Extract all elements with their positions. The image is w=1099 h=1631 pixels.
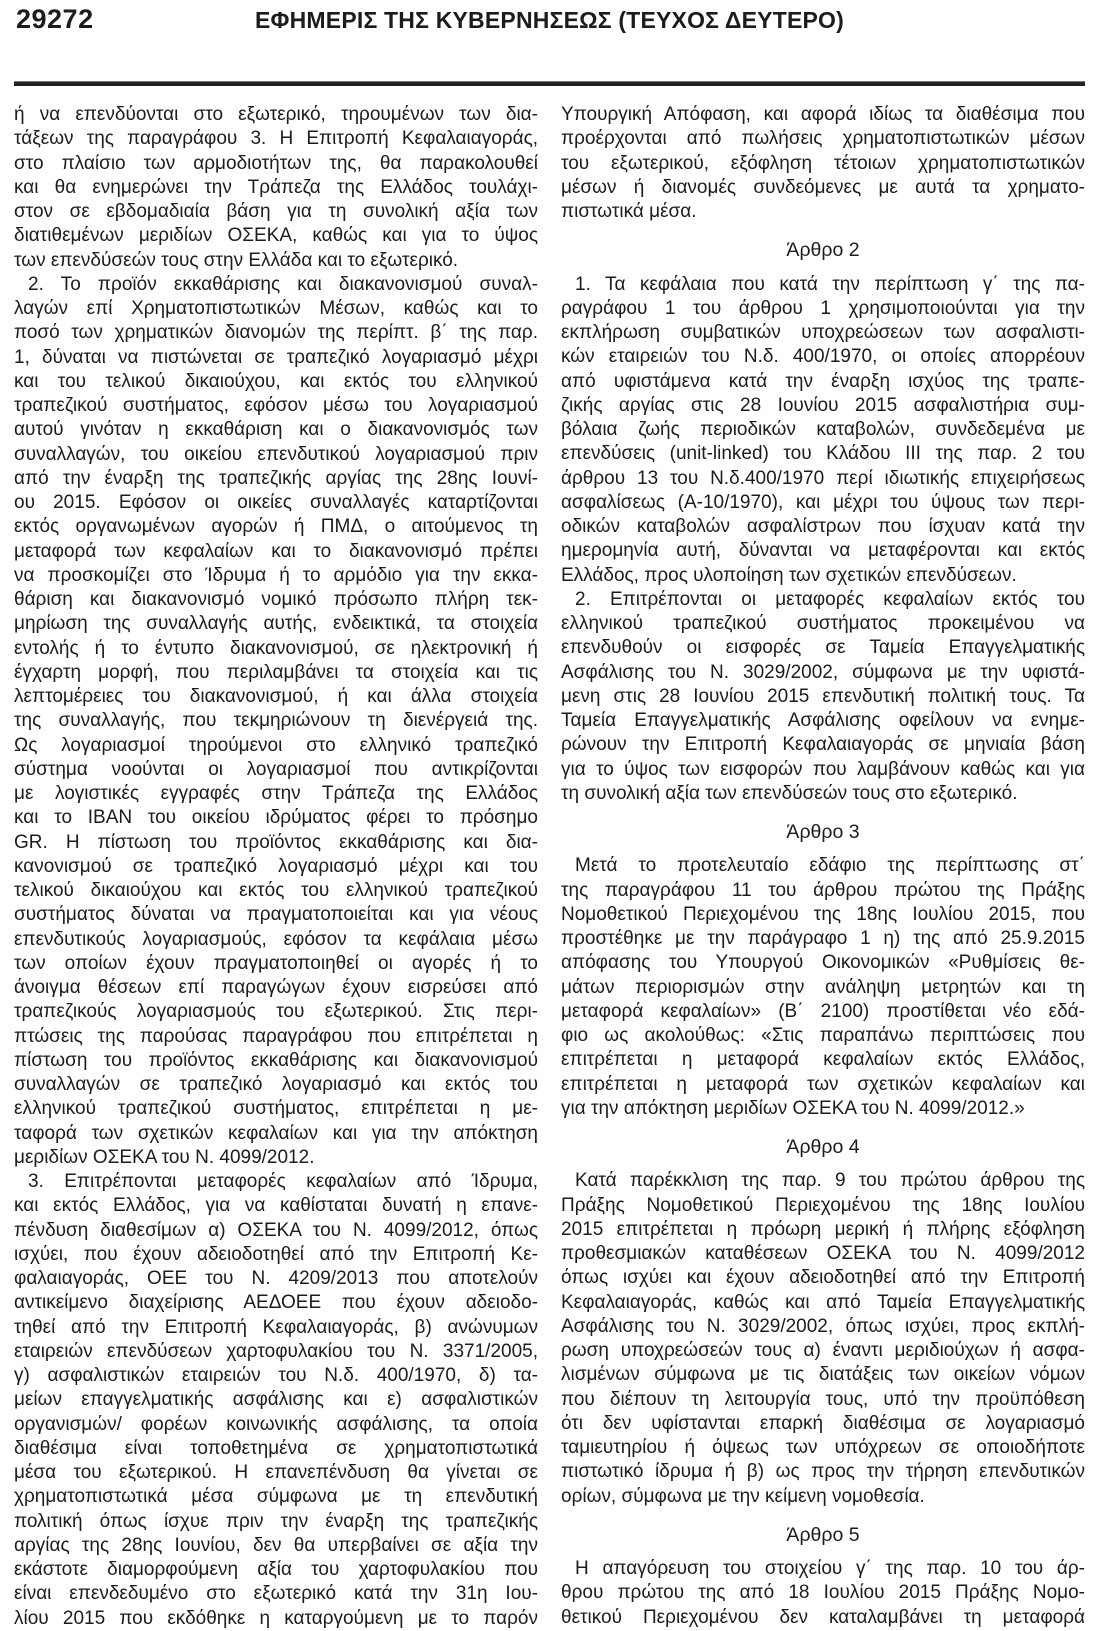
text-line: προθεσμιακών καταθέσεων ΟΣΕΚΑ του Ν. 4099/2012 <box>561 1243 1085 1264</box>
article-heading: Άρθρο 2 <box>786 239 860 262</box>
text-line: τηθεί από την Επιτροπή Κεφαλαιαγοράς, β) ανώνυμων <box>14 1316 538 1338</box>
text-line: λαγών επί Χρηματοπιστωτικών Μέσων, καθώς και το <box>14 298 538 319</box>
text-line: 1. Τα κεφάλαια που κατά την περίπτωση γ΄ της πα- <box>575 273 1085 295</box>
paragraph <box>14 1170 538 1631</box>
text-line: των οποίων έχουν πραγματοποιηθεί οι αγορές ή το <box>14 952 538 974</box>
text-line: και εκτός Ελλάδος, για να καθίσταται δυνατή η επανε- <box>14 1195 538 1217</box>
paragraph <box>561 854 1085 1121</box>
text-line: πολιτική όπως ίσχυε πριν την έναρξη της τραπεζικής <box>14 1510 538 1532</box>
text-line: ελληνικού τραπεζικού συστήματος, επιτρέπεται η με- <box>14 1098 538 1120</box>
text-line: Η απαγόρευση του στοιχείου γ΄ της παρ. 10 του άρ- <box>575 1558 1085 1579</box>
text-line: Ως λογαριασμοί τηρούμενοι στο ελληνικό τραπεζικό <box>14 734 538 756</box>
text-line: διατιθεμένων μεριδίων ΟΣΕΚΑ, καθώς και για το ύψος <box>14 225 538 247</box>
text-line: ελληνικού τραπεζικού συστήματος προκειμένου να <box>561 613 1085 634</box>
text-line: πιστωτικό ίδρυμα ή β) ως προς την τήρηση επενδυτικών <box>561 1461 1085 1483</box>
text-line: προστέθηκε με την παράγραφο 1 η) της από 25.9.2015 <box>561 928 1085 949</box>
page-title: ΕΦΗΜΕΡΙΣ ΤΗΣ ΚΥΒΕΡΝΗΣΕΩΣ (ΤΕΥΧΟΣ ΔΕΥΤΕΡΟ) <box>255 7 844 33</box>
text-line: ρώνουν την Επιτροπή Κεφαλαιαγοράς σε μηνιαία βάση <box>561 734 1085 756</box>
text-line: πιστωτικά μέσα. <box>561 201 697 222</box>
text-line: πίστωση του προϊόντος εκκαθάρισης και διακανονισμού <box>14 1049 538 1071</box>
text-line: Ελλάδος, προς υλοποίηση των σχετικών επενδύσεων. <box>561 564 1017 586</box>
text-line: θετικού Περιεχομένου δεν καταλαμβάνει τη μεταφορά <box>561 1606 1085 1628</box>
text-line: Ασφάλισης του Ν. 3029/2002, σύμφωνα με την υφιστά- <box>561 661 1085 683</box>
text-line: να προσκομίζει στο Ίδρυμα ή το αρμόδιο για την εκκα- <box>14 564 538 586</box>
text-line: της συναλλαγής, που τεκμηριώνουν τη διενέργειά της. <box>14 710 538 732</box>
text-line: Νομοθετικού Περιεχομένου της 18ης Ιουλίου 2015, που <box>561 903 1085 925</box>
text-line: των επενδύσεών τους στην Ελλάδα και το εξωτερικό. <box>14 249 459 271</box>
text-line: όπως ισχύει και έχουν αδειοδοτηθεί από την Επιτροπή <box>561 1267 1085 1289</box>
text-line: τάξεων της παραγράφου 3. Η Επιτροπή Κεφαλαιαγοράς, <box>14 128 538 150</box>
text-line: τραπεζικούς λογαριασμούς του εξωτερικού. Στις περι- <box>14 1001 538 1023</box>
text-line: τη συνολική αξία των επενδύσεών τους στο εξωτερικό. <box>561 782 1018 804</box>
text-line: επιτρέπεται η μεταφορά των σχετικών κεφαλαίων και <box>561 1073 1085 1095</box>
text-line: μέσα του εξωτερικού. Η επανεπένδυση θα γίνεται σε <box>14 1462 538 1483</box>
text-line: ημερομηνία αυτή, δύνανται να μεταφέρονται και εκτός <box>561 540 1085 562</box>
column-left <box>14 103 538 1631</box>
text-line: μείων επαγγελματικής ασφάλισης και ε) ασφαλιστικών <box>14 1389 538 1411</box>
text-line: φιο ως ακολούθως: «Στις παραπάνω περιπτώσεις που <box>561 1025 1085 1046</box>
page-header <box>0 0 1099 40</box>
paragraph <box>561 1169 1085 1509</box>
text-line: ρωση υποχρεώσεών τους α) έναντι μεριδιούχων ή ασφα- <box>561 1340 1085 1361</box>
text-line: θάριση και διακανονισμό νομικό πρόσωπο πλήρη τεκ- <box>14 589 538 610</box>
page-number: 29272 <box>16 4 94 34</box>
text-line: τελικού δικαιούχου και εκτός του ελληνικού τραπεζικού <box>14 880 538 901</box>
text-line: λίου 2015 που εκδόθηκε η καταργούμενη με το παρόν <box>14 1607 538 1629</box>
text-line: βόλαια ζωής περιοδικών καταβολών, συνδεδεμένα με <box>561 419 1085 440</box>
text-line: στο πλαίσιο των αρμοδιοτήτων της, θα παρακολουθεί <box>14 152 538 174</box>
text-line: εκάστοτε διαμορφούμενη αξία του χαρτοφυλακίου που <box>14 1559 538 1580</box>
text-line: Πράξης Νομοθετικού Περιεχομένου της 18ης Ιουλίου <box>561 1194 1085 1216</box>
text-line: μεριδίων ΟΣΕΚΑ του Ν. 4099/2012. <box>14 1146 315 1168</box>
text-line: ζικής αργίας στις 28 Ιουνίου 2015 ασφαλιστήρια συμ- <box>561 394 1085 416</box>
text-line: και το IBAN του οικείου ιδρύματος φέρει το πρόσημο <box>14 807 538 829</box>
text-line: ραγράφου 1 του άρθρου 1 χρησιμοποιούνται για την <box>561 297 1085 319</box>
article-heading: Άρθρο 4 <box>786 1136 860 1158</box>
text-line: εντολής ή το έντυπο διακανονισμού, σε ηλεκτρονική ή <box>14 637 538 659</box>
article-heading: Άρθρο 3 <box>786 821 860 843</box>
text-line: έγχαρτη μορφή, που περιλαμβάνει τα στοιχεία και τις <box>14 661 538 683</box>
text-line: εκπλήρωση συμβατικών υποχρεώσεων των ασφαλιστι- <box>561 322 1085 343</box>
text-line: θρου πρώτου της από 18 Ιουλίου 2015 Πράξης Νομο- <box>561 1582 1085 1604</box>
text-line: φαλαιαγοράς, ΟΕΕ του Ν. 4209/2013 που αποτελούν <box>14 1268 538 1289</box>
text-line: απόφασης του Υπουργού Οικονομικών «Ρυθμίσεις θε- <box>561 952 1085 974</box>
column-right <box>561 103 1085 1631</box>
text-columns <box>0 86 1099 1631</box>
text-line: GR. Η πίστωση του προϊόντος εκκαθάρισης και δια- <box>14 831 538 853</box>
text-line: προέρχονται από πωλήσεις χρηματοπιστωτικών μέσων <box>561 128 1085 150</box>
article-heading: Άρθρο 5 <box>786 1523 860 1546</box>
text-line: λεπτομέρειες του διακανονισμού, ή και άλλα στοιχεία <box>14 686 538 707</box>
paragraph <box>14 103 538 273</box>
text-line: αυτού γινόταν η εκκαθάριση και ο διακανονισμός των <box>14 419 538 441</box>
text-line: εταιρειών επενδύσεων χαρτοφυλακίου του Ν. 3371/2005, <box>14 1340 538 1362</box>
text-line: τραπεζικού συστήματος, εφόσον μέσω του λογαριασμού <box>14 395 538 416</box>
paragraph <box>561 1557 1085 1630</box>
text-line: Κατά παρέκκλιση της παρ. 9 του πρώτου άρθρου της <box>575 1170 1085 1192</box>
text-line: ισχύει, που έχουν αδειοδοτηθεί από την Επιτροπή Κε- <box>14 1243 538 1265</box>
text-line: ταμιευτηρίου ή όψεως των υπόχρεων σε οποιοδήποτε <box>561 1437 1085 1458</box>
text-line: οργανισμών/ φορέων κοινωνικής ασφάλισης, τα οποία <box>14 1413 538 1435</box>
text-line: πένδυση διαθεσίμων α) ΟΣΕΚΑ του Ν. 4099/2012, όπως <box>14 1219 538 1241</box>
text-line: 1, δύναται να πιστώνεται σε τραπεζικό λογαριασμό μέχρι <box>14 346 538 368</box>
text-line: μεταφορά κεφαλαίων» (Β΄ 2100) προστίθεται νέο εδά- <box>561 1000 1085 1022</box>
text-line: κών εταιρειών του Ν.δ. 400/1970, οι οποίες απορρέουν <box>561 346 1085 368</box>
text-line: συστήματος δύναται να πραγματοποιείται και για νέους <box>14 904 538 926</box>
paragraph <box>561 103 1085 224</box>
text-line: και θα ενημερώνει την Τράπεζα της Ελλάδος τουλάχι- <box>14 176 538 198</box>
text-line: Ταμεία Επαγγελματικής Ασφάλισης οφείλουν να ενημε- <box>561 710 1085 731</box>
text-line: γ) ασφαλιστικών εταιρειών του Ν.δ. 400/1970, δ) τα- <box>14 1365 538 1386</box>
text-line: στον σε εβδομαδιαία βάση για τη συνολική αξία των <box>14 201 538 222</box>
text-line: από την έναρξη της τραπεζικής αργίας της 28ης Ιουνί- <box>14 467 538 489</box>
text-line: 3. Επιτρέπονται μεταφορές κεφαλαίων από Ίδρυμα, <box>28 1171 538 1192</box>
text-line: Μετά το προτελευταίο εδάφιο της περίπτωσης στ΄ <box>575 855 1085 877</box>
text-line: και του τελικού δικαιούχου, και εκτός του ελληνικού <box>14 370 538 392</box>
text-line: οδικών καταβολών ασφαλίστρων που ίσχυαν κατά την <box>561 516 1085 537</box>
paragraph <box>14 273 538 1170</box>
text-line: ταφορά των σχετικών κεφαλαίων και για την απόκτηση <box>14 1122 538 1144</box>
text-line: χρηματοπιστωτικά μέσα σύμφωνα με τη επενδυτική <box>14 1486 538 1508</box>
text-line: επιτρέπεται η μεταφορά κεφαλαίων εκτός Ελλάδος, <box>561 1049 1085 1071</box>
text-line: πτώσεις της παρούσας παραγράφου που επιτρέπεται η <box>14 1025 538 1047</box>
paragraph <box>561 273 1085 588</box>
text-line: μάτων περιορισμών στην ανάληψη μετρητών και τη <box>561 976 1085 998</box>
text-line: μεταφορά των κεφαλαίων και το διακανονισμό πρέπει <box>14 540 538 562</box>
text-line: επενδυθούν οι εισφορές σε Ταμεία Επαγγελματικής <box>561 637 1085 659</box>
text-line: αργίας της 28ης Ιουνίου, δεν θα υπερβαίνει σε αξία την <box>14 1534 538 1556</box>
text-line: ορίων, σύμφωνα με την κείμενη νομοθεσία. <box>561 1485 925 1507</box>
text-line: του εξωτερικού, εξόφληση τέτοιων χρηματοπιστωτικών <box>561 152 1085 174</box>
text-line: είναι επενδεδυμένο στο εξωτερικό κατά την 31η Ιου- <box>14 1583 538 1605</box>
text-line: 2015 επιτρέπεται η πρόωρη μερική ή πλήρης εξόφληση <box>561 1218 1085 1240</box>
text-line: 2. Επιτρέπονται οι μεταφορές κεφαλαίων εκτός του <box>575 588 1085 610</box>
text-line: με λογιστικές εγγραφές στην Τράπεζα της Ελλάδος <box>14 783 538 804</box>
text-line: αντικείμενο διαχείρισης ΑΕΔΟΕΕ που έχουν αδειοδο- <box>14 1292 538 1314</box>
text-line: διαθέσιμα είναι τοποθετημένα σε χρηματοπιστωτικά <box>14 1437 538 1459</box>
text-line: ασφαλίσεως (Α-10/1970), και μέχρι του ύψους των περι- <box>561 491 1085 513</box>
text-line: ή να επενδύονται στο εξωτερικό, τηρουμένων των δια- <box>14 104 538 125</box>
text-line: Κεφαλαιαγοράς, καθώς και από Ταμεία Επαγγελματικής <box>561 1291 1085 1313</box>
text-line: άνοιγμα θέσεων επί παραγώγων έχουν εισρεύσει από <box>14 977 538 998</box>
text-line: μηρίωση της συναλλαγής αυτής, ενδεικτικά, τα στοιχεία <box>14 613 538 635</box>
text-line: για την απόκτηση μεριδίων ΟΣΕΚΑ του Ν. 4099/2012.» <box>561 1097 1025 1119</box>
text-line: που διέπουν τη λειτουργία τους, υπό την προϋπόθεση <box>561 1388 1085 1410</box>
text-line: συναλλαγών σε τραπεζικό λογαριασμό και εκτός του <box>14 1074 538 1095</box>
text-line: ποσό των χρηματικών διανομών της περίπτ. β΄ της παρ. <box>14 322 538 344</box>
text-line: Ασφάλισης του Ν. 3029/2002, όπως ισχύει, προς εκπλή- <box>561 1315 1085 1337</box>
text-line: συναλλαγών, του οικείου επενδυτικού λογαριασμού πριν <box>14 443 538 465</box>
text-line: επενδύσεις (unit-linked) του Κλάδου III της παρ. 2 του <box>561 443 1085 465</box>
text-line: ότι δεν υφίστανται επαρκή διαθέσιμα σε λογαριασμό <box>561 1412 1085 1434</box>
text-line: άρθρου 13 του Ν.δ.400/1970 περί ιδιωτικής επιχειρήσεως <box>561 467 1085 489</box>
text-line: ου 2015. Εφόσον οι οικείες συναλλαγές καταρτίζονται <box>14 492 538 513</box>
text-line: από υφιστάμενα κατά την έναρξη ισχύος της τραπε- <box>561 370 1085 392</box>
text-line: λισμένων σύμφωνα με τις διατάξεις των οικείων νόμων <box>561 1364 1085 1386</box>
text-line: εκτός οργανωμένων αγορών ή ΠΜΔ, ο αιτούμενος τη <box>14 516 538 538</box>
text-line: μέσων ή διανομές συνδεόμενες με αυτά τα χρηματο- <box>561 176 1085 198</box>
text-line: της παραγράφου 11 του άρθρου πρώτου της Πράξης <box>561 879 1085 901</box>
text-line: Υπουργική Απόφαση, και αφορά ιδίως τα διαθέσιμα που <box>561 104 1085 125</box>
text-line: κανονισμού σε τραπεζικό λογαριασμό μέχρι και του <box>14 855 538 877</box>
text-line: μενη στις 28 Ιουνίου 2015 επενδυτική πολιτική τους. Τα <box>561 685 1085 707</box>
paragraph <box>561 588 1085 806</box>
text-line: επενδυτικούς λογαριασμούς, εφόσον τα κεφάλαια μέσω <box>14 928 538 950</box>
text-line: σύστημα νοούνται οι λογαριασμοί που αντικρίζονται <box>14 758 538 780</box>
text-line: 2. Το προϊόν εκκαθάρισης και διακανονισμού συναλ- <box>28 273 538 295</box>
text-line: για το ύψος των εισφορών που λαμβάνουν καθώς και για <box>561 758 1085 780</box>
